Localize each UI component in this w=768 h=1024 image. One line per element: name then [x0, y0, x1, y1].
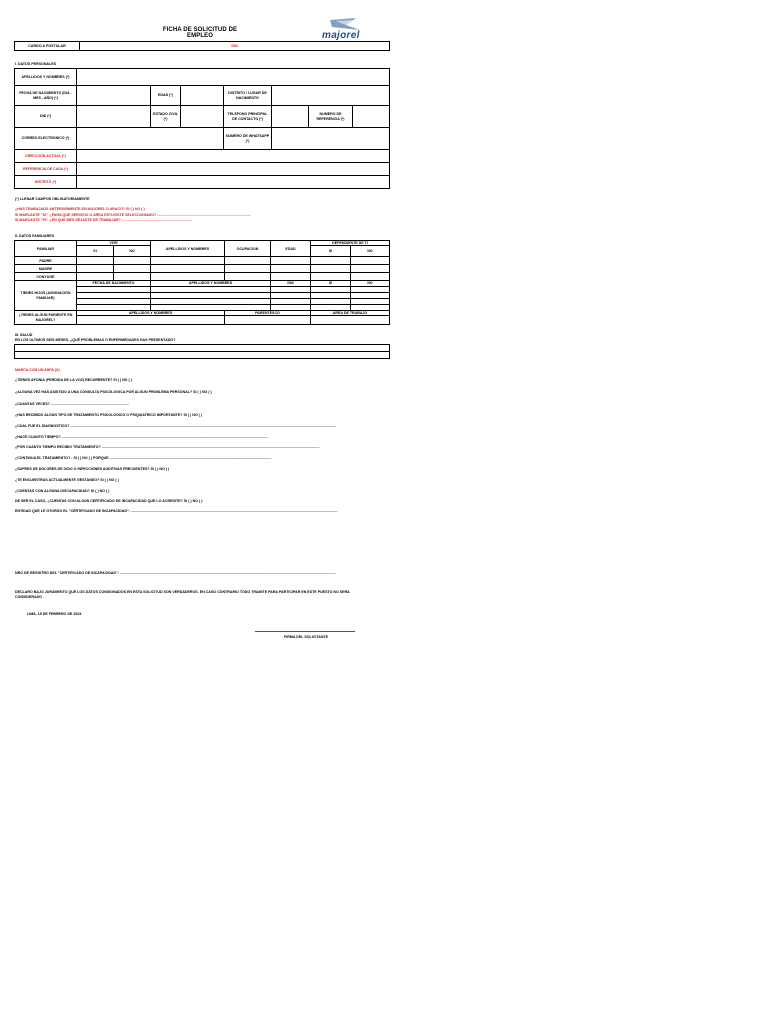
majorel-logo: [316, 18, 376, 42]
cargo-table: [14, 41, 390, 51]
padre-nombre[interactable]: [151, 257, 225, 265]
entidad-question: ENTIDAD QUE LE OTORGO EL "CERTIFICADO DE INCAPACIDAD": ...............................................................................................................................................................................................................: [15, 509, 338, 513]
dependiente-header: DEPENDIENTE DE TI: [311, 241, 390, 246]
correo-label: CORREO ELECTRONICO (*): [15, 128, 77, 150]
personal-data-table: [14, 68, 390, 189]
numero-referencia-label: NUMERO DE REFERENCIA (*): [309, 106, 353, 128]
telefono-input[interactable]: [272, 106, 309, 128]
padre-label: PADRE: [15, 257, 77, 265]
logo-text: majorel: [322, 30, 360, 41]
padre-vive-si[interactable]: [77, 257, 114, 265]
madre-edad[interactable]: [271, 265, 311, 273]
firma-line[interactable]: [255, 631, 355, 632]
direccion-label: DIRECCIÓN ACTUAL (*): [15, 150, 77, 163]
padre-dep-si[interactable]: [311, 257, 351, 265]
conyuge-vive-no[interactable]: [114, 273, 151, 281]
apellidos-input[interactable]: [77, 69, 390, 86]
vive-no-header: NO: [114, 246, 151, 257]
gestando-question: ¿TE ENCUENTRAS ACTUALMENTE GESTANDO? SI ( ) NO ( ): [15, 478, 119, 482]
estado-civil-label: ESTADO CIVIL (*): [151, 106, 181, 128]
form-title: FICHA DE SOLICITUD DE EMPLEO: [162, 27, 238, 39]
edad-label: EDAD (*): [151, 86, 181, 106]
direccion-input[interactable]: [77, 150, 390, 163]
trabajo-anterior-question: ¿HAS TRABAJADO ANTERIORMENTE EN MAJOREL O ARACO? SI ( ) NO ( ): [15, 207, 145, 211]
conyuge-vive-si[interactable]: [77, 273, 114, 281]
registro-certificado-line: NRO DE REGISTRO DEL "CERTIFICADO DE INCAPACIDAD": ........................................................................................................................................................................................................................: [15, 571, 336, 575]
madre-nombre[interactable]: [151, 265, 225, 273]
fecha-nacimiento-label: FECHA DE NACIMIENTO (DIA - MES - AÑO) (*): [15, 86, 77, 106]
apellidos-label: APELLIDOS Y NOMBRES (*): [15, 69, 77, 86]
parientes-area-header: AREA DE TRABAJO: [311, 310, 390, 315]
distrito-nacimiento-input[interactable]: [272, 86, 390, 106]
cuanto-tiempo-question: ¿HACE CUANTO TIEMPO? ...............................................................................................................................................................................................................: [15, 435, 269, 439]
section-2-title: II. DATOS FAMILIARES: [15, 234, 55, 238]
dolores-oido-question: ¿SUFRES DE DOLORES DE OIDO O INFECCIONES AUDITIVAS FRECUENTES? SI ( ) NO ( ): [15, 467, 170, 471]
conyuge-nombre[interactable]: [151, 273, 225, 281]
consulta-psicologica-question: ¿ALGUNA VEZ HAS ASISTIDO A UNA CONSULTA PSICOLOGICA POR ALGUN PROBLEMA PERSONAL? SI ( ) NO ( ): [15, 390, 212, 394]
conyuge-edad[interactable]: [271, 273, 311, 281]
hijos-no-header: NO: [351, 281, 390, 286]
continua-tratamiento-question: ¿CONTINUA EL TRATAMIENTO? - SI ( ) NO ( ) PORQUE ..................................................................................................................................................................: [15, 456, 272, 460]
numero-referencia-input[interactable]: [353, 106, 390, 128]
cargo-label: CARGO A POSTULAR: [15, 42, 80, 51]
diagnostico-question: ¿CUAL FUE EL DIAGNOSTICO? ..........................................................................................................................................................................................................................................................................: [15, 424, 336, 428]
dependiente-si-header: SI: [311, 246, 351, 257]
pariente-parentesco[interactable]: [225, 316, 311, 325]
dni-label: DNI (*): [15, 106, 77, 128]
whatsapp-label: NUMERO DE WHATSAPP (*): [224, 128, 272, 150]
whatsapp-input[interactable]: [272, 128, 390, 150]
distrito-input[interactable]: [77, 176, 390, 189]
dependiente-no-header: NO: [351, 246, 390, 257]
telefono-label: TELEFONO PRINCIPAL DE CONTACTO (*): [224, 106, 272, 128]
conyuge-dep-si[interactable]: [311, 273, 351, 281]
ocupacion-header: OCUPACION: [225, 241, 271, 257]
discapacidad-question: ¿CUENTAS CON ALGUNA DISCAPACIDAD? SI ( ) NO ( ): [15, 489, 110, 493]
padre-ocupacion[interactable]: [225, 257, 271, 265]
padre-edad[interactable]: [271, 257, 311, 265]
conyuge-ocupacion[interactable]: [225, 273, 271, 281]
section-1-title: I. DATOS PERSONALES: [15, 62, 57, 66]
family-table: [14, 240, 390, 325]
tiempo-tratamiento-question: ¿POR CUANTO TIEMPO RECIBIO TRATAMIENTO? ..........................................................................................................................................................................................................................: [15, 445, 320, 449]
fecha-lugar: LIMA, 15 DE FEBRERO DE 2024: [27, 612, 82, 616]
parientes-label: ¿TIENES ALGUN PARIENTE EN MAJOREL?: [15, 310, 77, 324]
correo-input[interactable]: [77, 128, 224, 150]
hijos-fecha-header: FECHA DE NACIMIENTO: [77, 281, 151, 286]
dni-input[interactable]: [77, 106, 151, 128]
cargo-input[interactable]: DNI: [80, 42, 390, 51]
familiar-header: FAMILIAR: [15, 241, 77, 257]
mes-question: SI MARCASTE "SI", ¿EN QUE MES DEJASTE DE TRABAJAR? ......................................................................: [15, 218, 192, 222]
referencia-label: REFERENCIA DE CASA (*): [15, 163, 77, 176]
afonia-question: ¿TIENES AFONIA (PERDIDA DE LA VOZ) RECURRENTE? SI ( ) NO ( ): [15, 378, 132, 382]
edad-header: EDAD: [271, 241, 311, 257]
vive-header: VIVE: [77, 241, 151, 246]
section-3-title: III. SALUD: [15, 333, 33, 337]
obligatorio-note: (*) LLENAR CAMPOS OBLIGATORIAMENTE: [15, 197, 90, 201]
salud-question: EN LOS ULTIMOS SEIS MESES, ¿QUÉ PROBLEMAS O ENFERMEDADES HAS PRESENTADO?: [15, 338, 176, 342]
hijos-label: TIENES HIJOS (ASIGNACIÓN FAMILIAR): [15, 281, 77, 310]
padre-vive-no[interactable]: [114, 257, 151, 265]
hijos-si-header: SI: [311, 281, 351, 286]
madre-dep-si[interactable]: [311, 265, 351, 273]
madre-label: MADRE: [15, 265, 77, 273]
servicio-question: SI MARCASTE "SI", ¿PARA QUE SERVICIO O AREA ESTUVISTE SELECCIONADO? ..............................................................................................: [15, 213, 252, 217]
hijos-dni-header: DNI: [271, 281, 311, 286]
conyuge-dep-no[interactable]: [351, 273, 390, 281]
madre-vive-no[interactable]: [114, 265, 151, 273]
madre-dep-no[interactable]: [351, 265, 390, 273]
parientes-nombre-header: APELLIDOS Y NOMBRES: [77, 310, 225, 315]
padre-dep-no[interactable]: [351, 257, 390, 265]
estado-civil-input[interactable]: [181, 106, 224, 128]
declaracion-text: DECLARO BAJO JURAMENTO QUE LOS DATOS CONSIGNADOS EN ESTA SOLICITUD SON VERDADEROS. EN CASO CONTRARIO TODO TRAMITE PARA PARTICIPAR EN ESTE PUESTO NO SERA CONSIDERADO: [15, 590, 350, 599]
salud-answer-2[interactable]: [15, 352, 390, 359]
parientes-parentesco-header: PARENTESCO: [225, 310, 311, 315]
distrito-label: DISTRITO (*): [15, 176, 77, 189]
edad-input[interactable]: [181, 86, 224, 106]
cuantas-veces-question: ¿CUANTAS VECES? ..............................................................................: [15, 402, 129, 406]
certificado-question: DE SER EL CASO, ¿CUENTAS CON ALGUN CERTIFICADO DE INCAPACIDAD QUE LO ACREDITE? SI ( ) NO ( ): [15, 499, 203, 503]
marca-aspa-note: MARCA CON UN ASPA (X): [15, 368, 60, 372]
distrito-nacimiento-label: DISTRITO / LUGAR DE NACIMIENTO: [224, 86, 272, 106]
apellidos-header: APELLIDOS Y NOMBRES: [151, 241, 225, 257]
madre-ocupacion[interactable]: [225, 265, 271, 273]
tratamiento-question: ¿HAS RECIBIDO ALGUN TIPO DE TRATAMIENTO PSICOLOGICO O PSIQUIATRICO IMPORTANTE? SI ( ) NO ( ): [15, 413, 203, 417]
madre-vive-si[interactable]: [77, 265, 114, 273]
pariente-area[interactable]: [311, 316, 390, 325]
hijos-nombre-header: APELLIDOS Y NOMBRES: [151, 281, 271, 286]
referencia-input[interactable]: [77, 163, 390, 176]
firma-label: FIRMA DEL SOLICITANTE: [284, 635, 329, 639]
fecha-nacimiento-input[interactable]: [77, 86, 151, 106]
salud-answer-1[interactable]: [15, 345, 390, 352]
conyuge-label: CONYUGE: [15, 273, 77, 281]
pariente-nombre[interactable]: [77, 316, 225, 325]
salud-table: [14, 344, 390, 359]
vive-si-header: SI: [77, 246, 114, 257]
